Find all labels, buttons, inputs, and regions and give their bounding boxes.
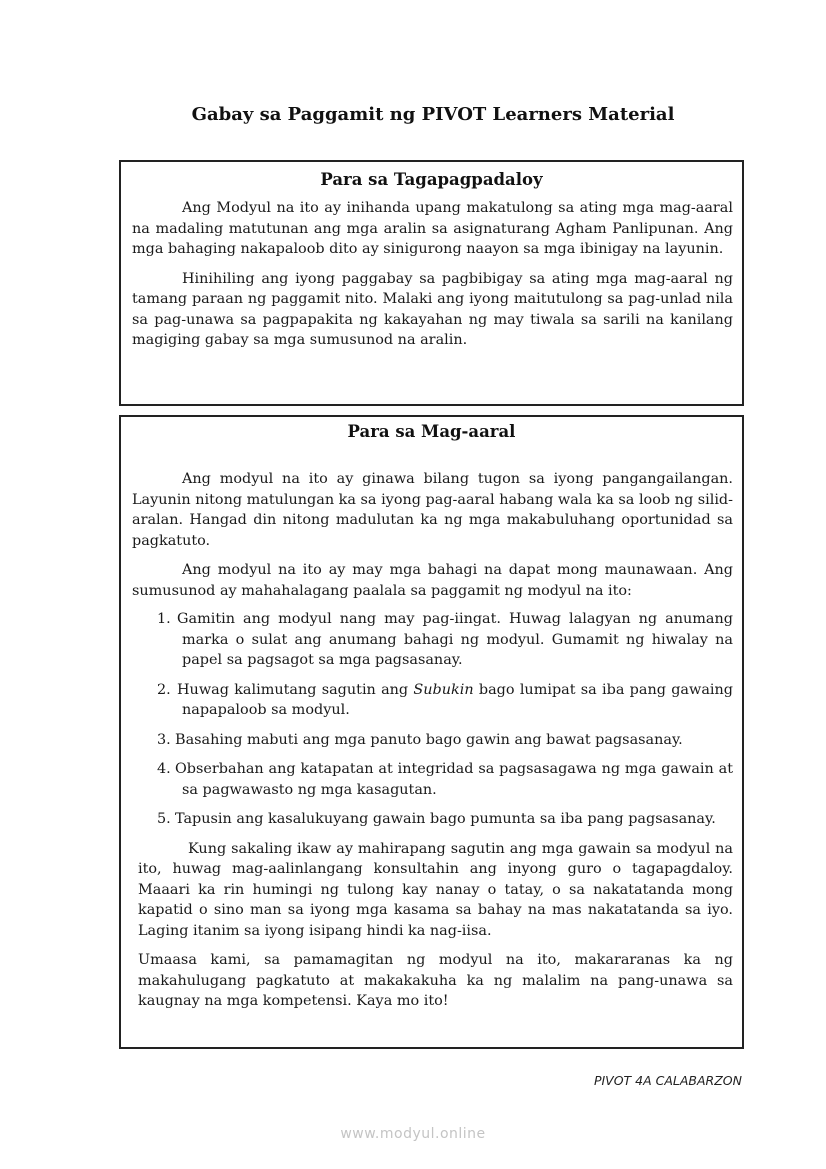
learner-heading: Para sa Mag-aaral [347, 422, 516, 441]
reminders-list [157, 609, 733, 830]
list-item-text: Obserbahan ang katapatan at integridad sa pagsasagawa ng mga gawain at sa pagwawasto ng mga kasagutan. [175, 761, 733, 798]
learner-intro-paragraph: Ang modyul na ito ay ginawa bilang tugon sa iyong pangangailangan. Layunin nitong matulungan ka sa iyong pag-aaral habang wala ka sa loob ng silid-aralan. Hangad din nitong madulutan ka ng mga makabuluhang oportunidad sa pagkatuto. [132, 471, 733, 549]
list-item-text: Gamitin ang modyul nang may pag-iingat. Huwag lalagyan ng anumang marka o sulat ang anumang bahagi ng modyul. Gumamit ng hiwalay na papel sa pagsagot sa mga pagsasanay. [177, 611, 733, 668]
list-number: 2. [157, 681, 171, 698]
list-item [157, 759, 733, 800]
learner-closing-paragraph: Kung sakaling ikaw ay mahirapang sagutin ang mga gawain sa modyul na ito, huwag mag-aalinlangang konsultahin ang inyong guro o tagapagdaloy. Maaari ka rin humingi ng tulong kay nanay o tatay, o sa nakatatanda mong kapatid o sino man sa iyong mga kasama sa bahay na mas nakatatanda sa iyo. Laging itanim sa iyong isipang hindi ka nag-iisa. [138, 840, 733, 939]
list-number: 4. [157, 761, 171, 777]
list-item [157, 609, 733, 671]
facilitator-paragraph: Ang Modyul na ito ay inihanda upang makatulong sa ating mga mag-aaral na madaling matutunan ang mga aralin sa asignaturang Agham Panlipunan. Ang mga bahaging nakapaloob dito ay sinigurong naayon sa mga ibinigay na layunin. [132, 200, 733, 257]
facilitator-section [119, 160, 744, 406]
list-item-text: Basahing mabuti ang mga panuto bago gawin ang bawat pagsasanay. [175, 731, 683, 748]
learner-intro-paragraph: Ang modyul na ito ay may mga bahagi na dapat mong maunawaan. Ang sumusunod ay mahahalagang paalala sa paggamit ng modyul na ito: [132, 562, 733, 599]
facilitator-paragraph: Hinihiling ang iyong paggabay sa pagbibigay sa ating mga mag-aaral ng tamang paraan ng paggamit nito. Malaki ang iyong maitutulong sa pag-unlad nila sa pag-unawa sa pagpapakita ng kakayahan ng may tiwala sa sarili na kanilang magiging gabay sa mga sumusunod na aralin. [132, 270, 733, 348]
emphasis-subukin: Subukin [413, 681, 474, 698]
list-item [157, 680, 733, 721]
list-item [157, 809, 733, 830]
facilitator-heading: Para sa Tagapagpadaloy [320, 170, 543, 189]
list-item-text: Huwag kalimutang sagutin ang [177, 681, 414, 698]
list-item [157, 730, 733, 751]
list-item-text: bago lumipat sa iba pang gawaing napapaloob sa modyul. [182, 681, 733, 718]
learner-section [119, 415, 744, 1049]
learner-closing-paragraph: Umaasa kami, sa pamamagitan ng modyul na ito, makararanas ka ng makahulugang pagkatuto at makakakuha ka ng malalim na pang-unawa sa kaugnay na mga kompetensi. Kaya mo ito! [138, 952, 733, 1009]
list-item-text: Tapusin ang kasalukuyang gawain bago pumunta sa iba pang pagsasanay. [175, 811, 716, 827]
page-title: Gabay sa Paggamit ng PIVOT Learners Material [191, 104, 675, 125]
footer-label: PIVOT 4A CALABARZON [593, 1073, 742, 1088]
list-number: 3. [157, 731, 171, 748]
list-number: 5. [157, 811, 171, 827]
list-number: 1. [157, 611, 171, 627]
watermark: www.modyul.online [340, 1126, 486, 1142]
